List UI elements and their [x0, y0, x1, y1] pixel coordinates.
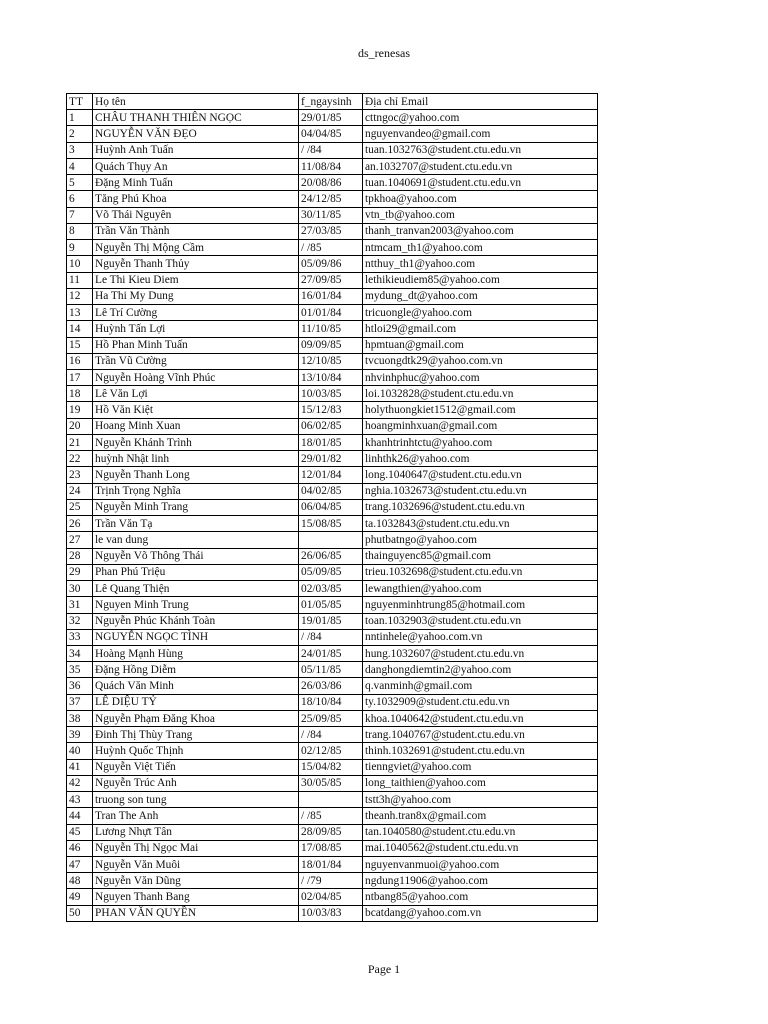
header-row — [67, 94, 598, 110]
row-number: 46 — [67, 840, 93, 856]
student-name: Nguyễn Thanh Thủy — [93, 256, 299, 272]
column-header-name: Họ tên — [93, 94, 299, 110]
student-name: Nguyễn Hoàng Vĩnh Phúc — [93, 369, 299, 385]
row-number: 11 — [67, 272, 93, 288]
table-row — [67, 110, 598, 126]
student-name: Trịnh Trọng Nghĩa — [93, 483, 299, 499]
email-address: hoangminhxuan@gmail.com — [363, 418, 598, 434]
email-address: ta.1032843@student.ctu.edu.vn — [363, 516, 598, 532]
birth-date: 13/10/84 — [299, 369, 363, 385]
table-row — [67, 418, 598, 434]
email-address: tuan.1032763@student.ctu.edu.vn — [363, 142, 598, 158]
birth-date: 18/10/84 — [299, 694, 363, 710]
student-name: Trần Văn Tạ — [93, 516, 299, 532]
birth-date — [299, 532, 363, 548]
email-address: trang.1032696@student.ctu.edu.vn — [363, 499, 598, 515]
row-number: 23 — [67, 467, 93, 483]
row-number: 34 — [67, 645, 93, 661]
table-row — [67, 451, 598, 467]
row-number: 31 — [67, 597, 93, 613]
row-number: 45 — [67, 824, 93, 840]
table-row — [67, 467, 598, 483]
row-number: 48 — [67, 873, 93, 889]
birth-date: 28/09/85 — [299, 824, 363, 840]
row-number: 1 — [67, 110, 93, 126]
table-row — [67, 873, 598, 889]
email-address: long_taithien@yahoo.com — [363, 775, 598, 791]
table-row — [67, 240, 598, 256]
email-address: tan.1040580@student.ctu.edu.vn — [363, 824, 598, 840]
birth-date: 18/01/84 — [299, 857, 363, 873]
student-name: truong son tung — [93, 792, 299, 808]
row-number: 22 — [67, 451, 93, 467]
table-row — [67, 223, 598, 239]
table-row — [67, 191, 598, 207]
birth-date: 01/01/84 — [299, 305, 363, 321]
row-number: 26 — [67, 516, 93, 532]
table-row — [67, 905, 598, 921]
birth-date — [299, 792, 363, 808]
student-name: Huỳnh Quốc Thịnh — [93, 743, 299, 759]
email-address: loi.1032828@student.ctu.edu.vn — [363, 386, 598, 402]
table-row — [67, 548, 598, 564]
table-row — [67, 581, 598, 597]
email-address: tstt3h@yahoo.com — [363, 792, 598, 808]
student-name: PHAN VĂN QUYỀN — [93, 905, 299, 921]
birth-date: 27/03/85 — [299, 223, 363, 239]
email-address: tienngviet@yahoo.com — [363, 759, 598, 775]
email-address: cttngoc@yahoo.com — [363, 110, 598, 126]
student-name: Hồ Phan Minh Tuấn — [93, 337, 299, 353]
email-address: trieu.1032698@student.ctu.edu.vn — [363, 564, 598, 580]
birth-date: / /85 — [299, 240, 363, 256]
birth-date: 11/08/84 — [299, 158, 363, 174]
table-row — [67, 857, 598, 873]
row-number: 39 — [67, 727, 93, 743]
birth-date: 04/02/85 — [299, 483, 363, 499]
row-number: 44 — [67, 808, 93, 824]
table-row — [67, 516, 598, 532]
birth-date: / /84 — [299, 142, 363, 158]
table-row — [67, 792, 598, 808]
table-row — [67, 743, 598, 759]
birth-date: / /84 — [299, 629, 363, 645]
email-address: q.vanminh@gmail.com — [363, 678, 598, 694]
table-row — [67, 256, 598, 272]
row-number: 14 — [67, 321, 93, 337]
email-address: tuan.1040691@student.ctu.edu.vn — [363, 175, 598, 191]
table-row — [67, 597, 598, 613]
student-name: Nguyễn Trúc Anh — [93, 775, 299, 791]
email-address: an.1032707@student.ctu.edu.vn — [363, 158, 598, 174]
student-name: CHÂU THANH THIÊN NGỌC — [93, 110, 299, 126]
email-address: vtn_tb@yahoo.com — [363, 207, 598, 223]
student-name: Nguyễn Việt Tiến — [93, 759, 299, 775]
birth-date: 20/08/86 — [299, 175, 363, 191]
student-name: Nguyễn Thanh Long — [93, 467, 299, 483]
student-name: Nguyễn Phúc Khánh Toàn — [93, 613, 299, 629]
email-address: phutbatngo@yahoo.com — [363, 532, 598, 548]
birth-date: 27/09/85 — [299, 272, 363, 288]
birth-date: 01/05/85 — [299, 597, 363, 613]
row-number: 43 — [67, 792, 93, 808]
email-address: hpmtuan@gmail.com — [363, 337, 598, 353]
table-row — [67, 645, 598, 661]
student-name: Quách Văn Minh — [93, 678, 299, 694]
row-number: 16 — [67, 353, 93, 369]
birth-date: 02/12/85 — [299, 743, 363, 759]
birth-date: 19/01/85 — [299, 613, 363, 629]
table-row — [67, 759, 598, 775]
birth-date: 29/01/85 — [299, 110, 363, 126]
email-address: ntthuy_th1@yahoo.com — [363, 256, 598, 272]
page-header: ds_renesas — [358, 46, 410, 60]
row-number: 9 — [67, 240, 93, 256]
email-address: theanh.tran8x@gmail.com — [363, 808, 598, 824]
table-row — [67, 532, 598, 548]
table-row — [67, 727, 598, 743]
table-row — [67, 337, 598, 353]
row-number: 36 — [67, 678, 93, 694]
student-name: Nguyễn Võ Thông Thái — [93, 548, 299, 564]
table-row — [67, 126, 598, 142]
email-address: lewangthien@yahoo.com — [363, 581, 598, 597]
table-row — [67, 386, 598, 402]
student-name: Trần Vũ Cường — [93, 353, 299, 369]
row-number: 18 — [67, 386, 93, 402]
birth-date: 11/10/85 — [299, 321, 363, 337]
row-number: 50 — [67, 905, 93, 921]
student-name: Nguyễn Thị Ngọc Mai — [93, 840, 299, 856]
email-address: nguyenvandeo@gmail.com — [363, 126, 598, 142]
student-name: Le Thi Kieu Diem — [93, 272, 299, 288]
student-name: Nguyễn Phạm Đăng Khoa — [93, 710, 299, 726]
table-row — [67, 840, 598, 856]
table-row — [67, 272, 598, 288]
table-row — [67, 694, 598, 710]
birth-date: 12/01/84 — [299, 467, 363, 483]
table-row — [67, 369, 598, 385]
birth-date: 16/01/84 — [299, 288, 363, 304]
birth-date: 29/01/82 — [299, 451, 363, 467]
birth-date: 24/01/85 — [299, 645, 363, 661]
email-address: thinh.1032691@student.ctu.edu.vn — [363, 743, 598, 759]
student-name: Lê Quang Thiện — [93, 581, 299, 597]
email-address: nntinhele@yahoo.com.vn — [363, 629, 598, 645]
birth-date: / /79 — [299, 873, 363, 889]
email-address: thanh_tranvan2003@yahoo.com — [363, 223, 598, 239]
row-number: 2 — [67, 126, 93, 142]
row-number: 33 — [67, 629, 93, 645]
email-address: thainguyenc85@gmail.com — [363, 548, 598, 564]
birth-date: 05/11/85 — [299, 662, 363, 678]
table-row — [67, 175, 598, 191]
student-name: Nguyễn Minh Trang — [93, 499, 299, 515]
row-number: 24 — [67, 483, 93, 499]
table-row — [67, 499, 598, 515]
email-address: khanhtrinhtctu@yahoo.com — [363, 434, 598, 450]
table-row — [67, 353, 598, 369]
student-name: LÊ DIỆU TỶ — [93, 694, 299, 710]
birth-date: 26/03/86 — [299, 678, 363, 694]
row-number: 37 — [67, 694, 93, 710]
email-address: ty.1032909@student.ctu.edu.vn — [363, 694, 598, 710]
table-row — [67, 889, 598, 905]
birth-date: 25/09/85 — [299, 710, 363, 726]
student-name: Nguyễn Thị Mộng Cầm — [93, 240, 299, 256]
row-number: 21 — [67, 434, 93, 450]
student-name: Tăng Phú Khoa — [93, 191, 299, 207]
student-name: Lê Văn Lợi — [93, 386, 299, 402]
student-name: huỳnh Nhật linh — [93, 451, 299, 467]
row-number: 6 — [67, 191, 93, 207]
row-number: 7 — [67, 207, 93, 223]
birth-date: 15/12/83 — [299, 402, 363, 418]
student-name: Lê Trí Cường — [93, 305, 299, 321]
row-number: 5 — [67, 175, 93, 191]
table-row — [67, 629, 598, 645]
table-row — [67, 824, 598, 840]
birth-date: 30/05/85 — [299, 775, 363, 791]
table-row — [67, 158, 598, 174]
table-row — [67, 288, 598, 304]
table-row — [67, 483, 598, 499]
email-address: linhthk26@yahoo.com — [363, 451, 598, 467]
birth-date: 09/09/85 — [299, 337, 363, 353]
student-name: Nguyễn Khánh Trình — [93, 434, 299, 450]
birth-date: 06/04/85 — [299, 499, 363, 515]
student-name: Phan Phú Triệu — [93, 564, 299, 580]
birth-date: 18/01/85 — [299, 434, 363, 450]
email-address: trang.1040767@student.ctu.edu.vn — [363, 727, 598, 743]
row-number: 42 — [67, 775, 93, 791]
row-number: 38 — [67, 710, 93, 726]
student-name: le van dung — [93, 532, 299, 548]
row-number: 41 — [67, 759, 93, 775]
table-row — [67, 808, 598, 824]
email-address: mai.1040562@student.ctu.edu.vn — [363, 840, 598, 856]
row-number: 49 — [67, 889, 93, 905]
student-name: Đặng Hồng Diễm — [93, 662, 299, 678]
email-address: lethikieudiem85@yahoo.com — [363, 272, 598, 288]
email-address: danghongdiemtin2@yahoo.com — [363, 662, 598, 678]
email-address: mydung_dt@yahoo.com — [363, 288, 598, 304]
birth-date: 02/04/85 — [299, 889, 363, 905]
birth-date: 05/09/85 — [299, 564, 363, 580]
email-address: holythuongkiet1512@gmail.com — [363, 402, 598, 418]
column-header-email: Địa chỉ Email — [363, 94, 598, 110]
email-address: nguyenvanmuoi@yahoo.com — [363, 857, 598, 873]
row-number: 8 — [67, 223, 93, 239]
student-name: Ha Thi My Dung — [93, 288, 299, 304]
column-header-birthdate: f_ngaysinh — [299, 94, 363, 110]
birth-date: 10/03/83 — [299, 905, 363, 921]
birth-date: 24/12/85 — [299, 191, 363, 207]
birth-date: 10/03/85 — [299, 386, 363, 402]
table-row — [67, 613, 598, 629]
student-name: Lương Nhựt Tân — [93, 824, 299, 840]
row-number: 30 — [67, 581, 93, 597]
birth-date: 26/06/85 — [299, 548, 363, 564]
student-name: Nguyen Minh Trung — [93, 597, 299, 613]
row-number: 17 — [67, 369, 93, 385]
birth-date: 06/02/85 — [299, 418, 363, 434]
birth-date: / /85 — [299, 808, 363, 824]
birth-date: 12/10/85 — [299, 353, 363, 369]
birth-date: 05/09/86 — [299, 256, 363, 272]
row-number: 28 — [67, 548, 93, 564]
student-name: Nguyễn Văn Dũng — [93, 873, 299, 889]
student-table — [66, 93, 598, 922]
student-name: Huỳnh Anh Tuấn — [93, 142, 299, 158]
row-number: 47 — [67, 857, 93, 873]
email-address: ntbang85@yahoo.com — [363, 889, 598, 905]
email-address: toan.1032903@student.ctu.edu.vn — [363, 613, 598, 629]
page-footer: Page 1 — [367, 962, 401, 976]
student-name: Quách Thụy An — [93, 158, 299, 174]
student-name: Nguyen Thanh Bang — [93, 889, 299, 905]
row-number: 32 — [67, 613, 93, 629]
email-address: nghia.1032673@student.ctu.edu.vn — [363, 483, 598, 499]
table-row — [67, 402, 598, 418]
row-number: 20 — [67, 418, 93, 434]
table-row — [67, 321, 598, 337]
student-name: Hoàng Mạnh Hùng — [93, 645, 299, 661]
row-number: 40 — [67, 743, 93, 759]
birth-date: 15/04/82 — [299, 759, 363, 775]
row-number: 35 — [67, 662, 93, 678]
email-address: tvcuongdtk29@yahoo.com.vn — [363, 353, 598, 369]
student-name: Nguyễn Văn Muôi — [93, 857, 299, 873]
student-name: Đặng Minh Tuấn — [93, 175, 299, 191]
row-number: 3 — [67, 142, 93, 158]
table-row — [67, 142, 598, 158]
row-number: 15 — [67, 337, 93, 353]
email-address: bcatdang@yahoo.com.vn — [363, 905, 598, 921]
email-address: htloi29@gmail.com — [363, 321, 598, 337]
email-address: ngdung11906@yahoo.com — [363, 873, 598, 889]
student-name: Hoang Minh Xuan — [93, 418, 299, 434]
row-number: 25 — [67, 499, 93, 515]
table-row — [67, 434, 598, 450]
row-number: 29 — [67, 564, 93, 580]
email-address: khoa.1040642@student.ctu.edu.vn — [363, 710, 598, 726]
student-name: Hồ Văn Kiệt — [93, 402, 299, 418]
birth-date: 30/11/85 — [299, 207, 363, 223]
table-row — [67, 775, 598, 791]
email-address: ntmcam_th1@yahoo.com — [363, 240, 598, 256]
table-row — [67, 710, 598, 726]
student-name: Huỳnh Tấn Lợi — [93, 321, 299, 337]
student-name: NGUYỄN NGỌC TÌNH — [93, 629, 299, 645]
student-name: Trần Văn Thành — [93, 223, 299, 239]
email-address: tricuongle@yahoo.com — [363, 305, 598, 321]
student-name: Võ Thái Nguyên — [93, 207, 299, 223]
row-number: 12 — [67, 288, 93, 304]
row-number: 13 — [67, 305, 93, 321]
table-row — [67, 207, 598, 223]
student-name: NGUYỄN VĂN ĐẸO — [93, 126, 299, 142]
row-number: 4 — [67, 158, 93, 174]
row-number: 27 — [67, 532, 93, 548]
email-address: long.1040647@student.ctu.edu.vn — [363, 467, 598, 483]
student-name: Đinh Thị Thùy Trang — [93, 727, 299, 743]
birth-date: 04/04/85 — [299, 126, 363, 142]
birth-date: 15/08/85 — [299, 516, 363, 532]
table-row — [67, 662, 598, 678]
email-address: hung.1032607@student.ctu.edu.vn — [363, 645, 598, 661]
email-address: nhvinhphuc@yahoo.com — [363, 369, 598, 385]
table-row — [67, 564, 598, 580]
email-address: nguyenminhtrung85@hotmail.com — [363, 597, 598, 613]
table-row — [67, 678, 598, 694]
birth-date: / /84 — [299, 727, 363, 743]
email-address: tpkhoa@yahoo.com — [363, 191, 598, 207]
table-row — [67, 305, 598, 321]
row-number: 10 — [67, 256, 93, 272]
column-header-tt: TT — [67, 94, 93, 110]
student-name: Tran The Anh — [93, 808, 299, 824]
birth-date: 02/03/85 — [299, 581, 363, 597]
row-number: 19 — [67, 402, 93, 418]
birth-date: 17/08/85 — [299, 840, 363, 856]
